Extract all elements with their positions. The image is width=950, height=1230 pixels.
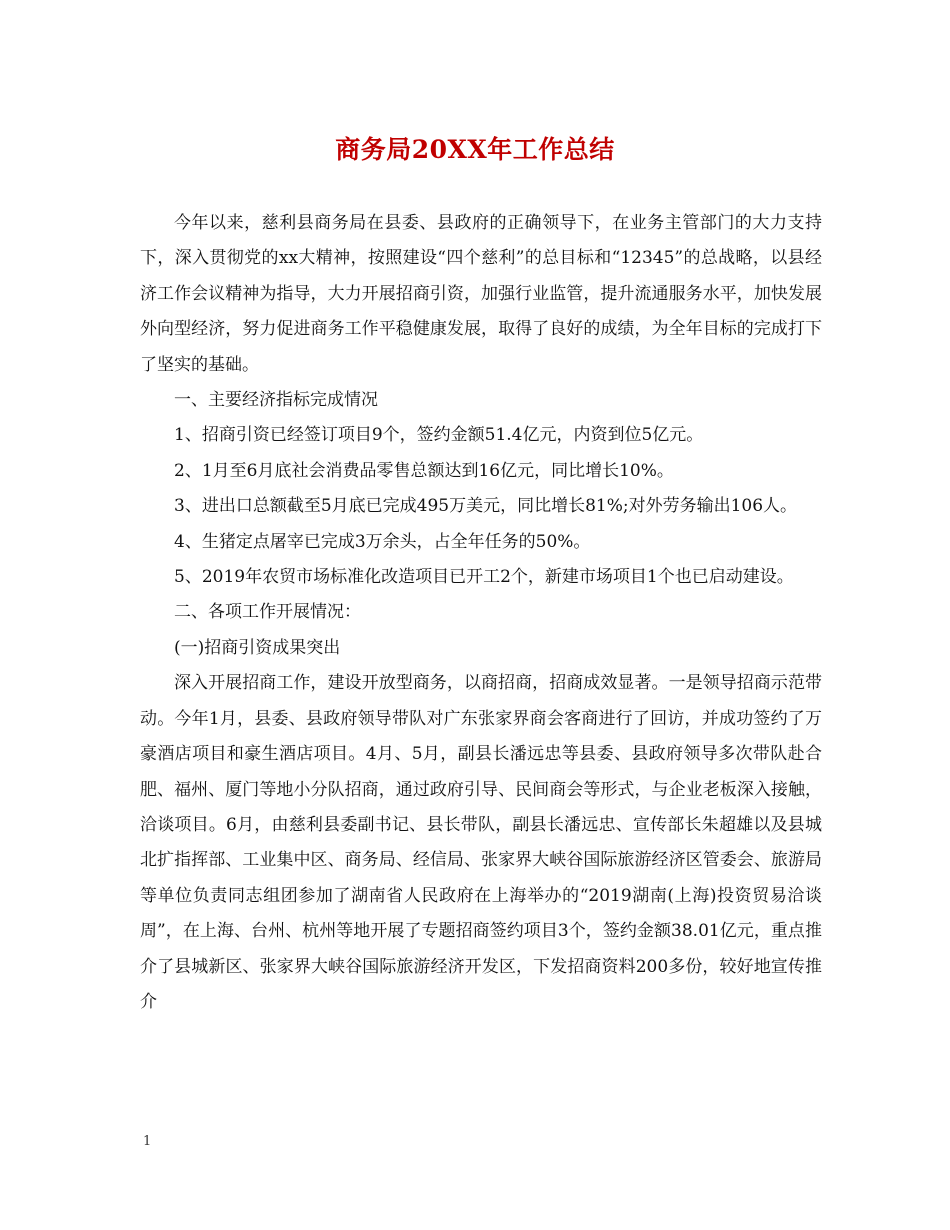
- list-item-4: 4、生猪定点屠宰已完成3万余头，占全年任务的50%。: [174, 531, 591, 552]
- paragraph-intro: 今年以来，慈利县商务局在县委、县政府的正确领导下，在业务主管部门的大力支持下，深入贯彻党的xx大精神，按照建设“四个慈利”的总目标和“12345”的总战略，以县经济工作会议精神为指导，大力开展招商引资，加强行业监管，提升流通服务水平，加快发展外向型经济，努力促进商务工作平稳健康发展，取得了良好的成绩，为全年目标的完成打下了坚实的基础。: [140, 213, 822, 375]
- page-number: 1: [143, 1134, 152, 1149]
- list-item-1: 1、招商引资已经签订项目9个，签约金额51.4亿元，内资到位5亿元。: [174, 425, 704, 446]
- document-body: [140, 206, 822, 1020]
- list-item-5: 5、2019年农贸市场标准化改造项目已开工2个，新建市场项目1个也已启动建设。: [174, 567, 794, 588]
- list-item-2: 2、1月至6月底社会消费品零售总额达到16亿元，同比增长10%。: [174, 460, 674, 481]
- document-title: 商务局20XX年工作总结: [335, 135, 615, 164]
- list-item-3: 3、进出口总额截至5月底已完成495万美元，同比增长81%;对外劳务输出106人。: [174, 496, 798, 517]
- subsection-heading-1: (一)招商引资成果突出: [174, 637, 341, 658]
- section-heading-1: 一、主要经济指标完成情况: [174, 390, 378, 411]
- paragraph-investment: 深入开展招商工作，建设开放型商务，以商招商，招商成效显著。一是领导招商示范带动。今年1月，县委、县政府领导带队对广东张家界商会客商进行了回访，并成功签约了万豪酒店项目和豪生酒店项目。4月、5月，副县长潘远忠等县委、县政府领导多次带队赴合肥、福州、厦门等地小分队招商，通过政府引导、民间商会等形式，与企业老板深入接触，洽谈项目。6月，由慈利县委副书记、县长带队，副县长潘远忠、宣传部长朱超雄以及县城北扩指挥部、工业集中区、商务局、经信局、张家界大峡谷国际旅游经济区管委会、旅游局等单位负责同志组团参加了湖南省人民政府在上海举办的“2019湖南(上海)投资贸易洽谈周”，在上海、台州、杭州等地开展了专题招商签约项目3个，签约金额38.01亿元，重点推介了县城新区、张家界大峡谷国际旅游经济开发区，下发招商资料200多份，较好地宣传推介: [140, 673, 822, 1012]
- section-heading-2: 二、各项工作开展情况：: [174, 602, 361, 623]
